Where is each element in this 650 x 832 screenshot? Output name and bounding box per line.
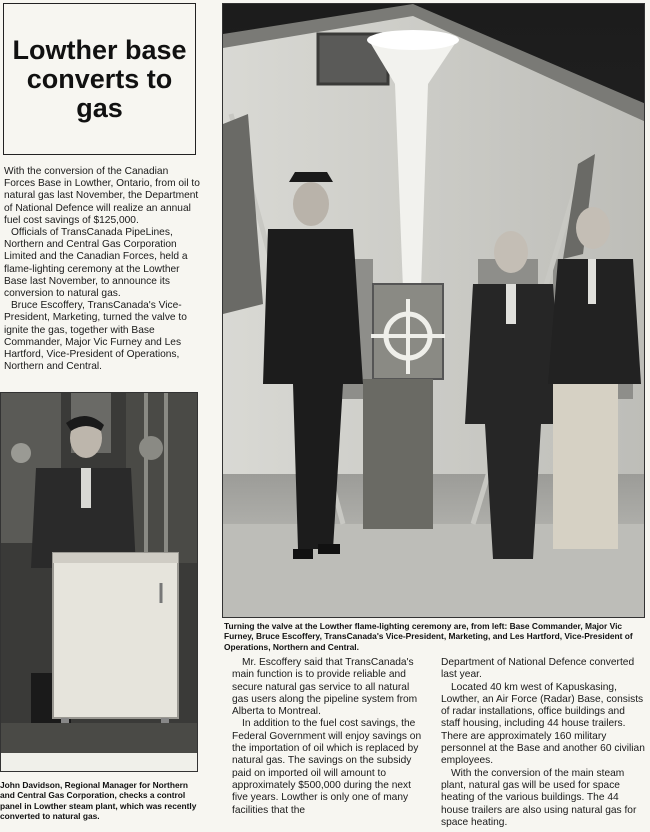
right-paragraph-2: Located 40 km west of Kapuskasing, Lowther, an Air Force (Radar) Base, consists of radar installations, office buildings and staff housing, including 44 house trailers. There are approximately 160 military personnel at the Base and another 60 civilian employees. bbox=[441, 681, 645, 767]
control-panel-photo bbox=[0, 392, 198, 772]
middle-paragraph-2: In addition to the fuel cost savings, the Federal Government will enjoy savings on the importation of oil which is replaced by natural gas. The savings on the subsidy paid on imported oil will amount to approximately $500,000 during the next five years. Lowther is only one of many facilities that the bbox=[232, 718, 422, 816]
intro-paragraph-1: With the conversion of the Canadian Forces Base in Lowther, Ontario, from oil to natural gas last November, the Department of National Defence will realize an annual fuel cost savings of $125,000. bbox=[4, 166, 200, 226]
small-photo-caption: John Davidson, Regional Manager for Northern and Central Gas Corporation, checks a control panel in Lowther steam plant, which was recently converted to natural gas. bbox=[0, 780, 197, 822]
control-panel-photo-art bbox=[1, 393, 198, 772]
body-column-right bbox=[441, 657, 646, 829]
main-photo-caption: Turning the valve at the Lowther flame-lighting ceremony are, from left: Base Commander, Major Vic Furney, Bruce Escoffery, TransCanada's Vice-President, Marketing, and Les Hartford, Vice-President of Operations, Northern and Central. bbox=[224, 621, 633, 652]
ceremony-photo-art bbox=[223, 4, 645, 618]
headline: Lowther base converts to gas bbox=[12, 34, 187, 123]
intro-paragraph-3: Bruce Escoffery, TransCanada's Vice-President, Marketing, turned the valve to ignite the gas, together with Base Commander, Major Vic Furney and Les Hartford, Vice-President of Operations, Northern and Central. bbox=[4, 300, 187, 373]
headline-box bbox=[3, 3, 196, 155]
middle-paragraph-1: Mr. Escoffery said that TransCanada's main function is to provide reliable and secure natural gas service to all natural gas users along the pipeline system from Alberta to Montreal. bbox=[232, 657, 418, 718]
right-paragraph-1: Department of National Defence converted last year. bbox=[441, 657, 635, 681]
body-column-middle bbox=[232, 657, 428, 817]
right-paragraph-3: With the conversion of the main steam plant, natural gas will be used for space heating of the various buildings. The 44 house trailers are also using natural gas for space heating. bbox=[441, 767, 637, 828]
intro-paragraph-2: Officials of TransCanada PipeLines, Northern and Central Gas Corporation Limited and the Canadian Forces, held a flame-lighting ceremony at the Lowther Base last November, to announce its conversion to natural gas. bbox=[4, 227, 188, 300]
intro-text bbox=[4, 166, 200, 373]
ceremony-photo bbox=[222, 3, 645, 618]
